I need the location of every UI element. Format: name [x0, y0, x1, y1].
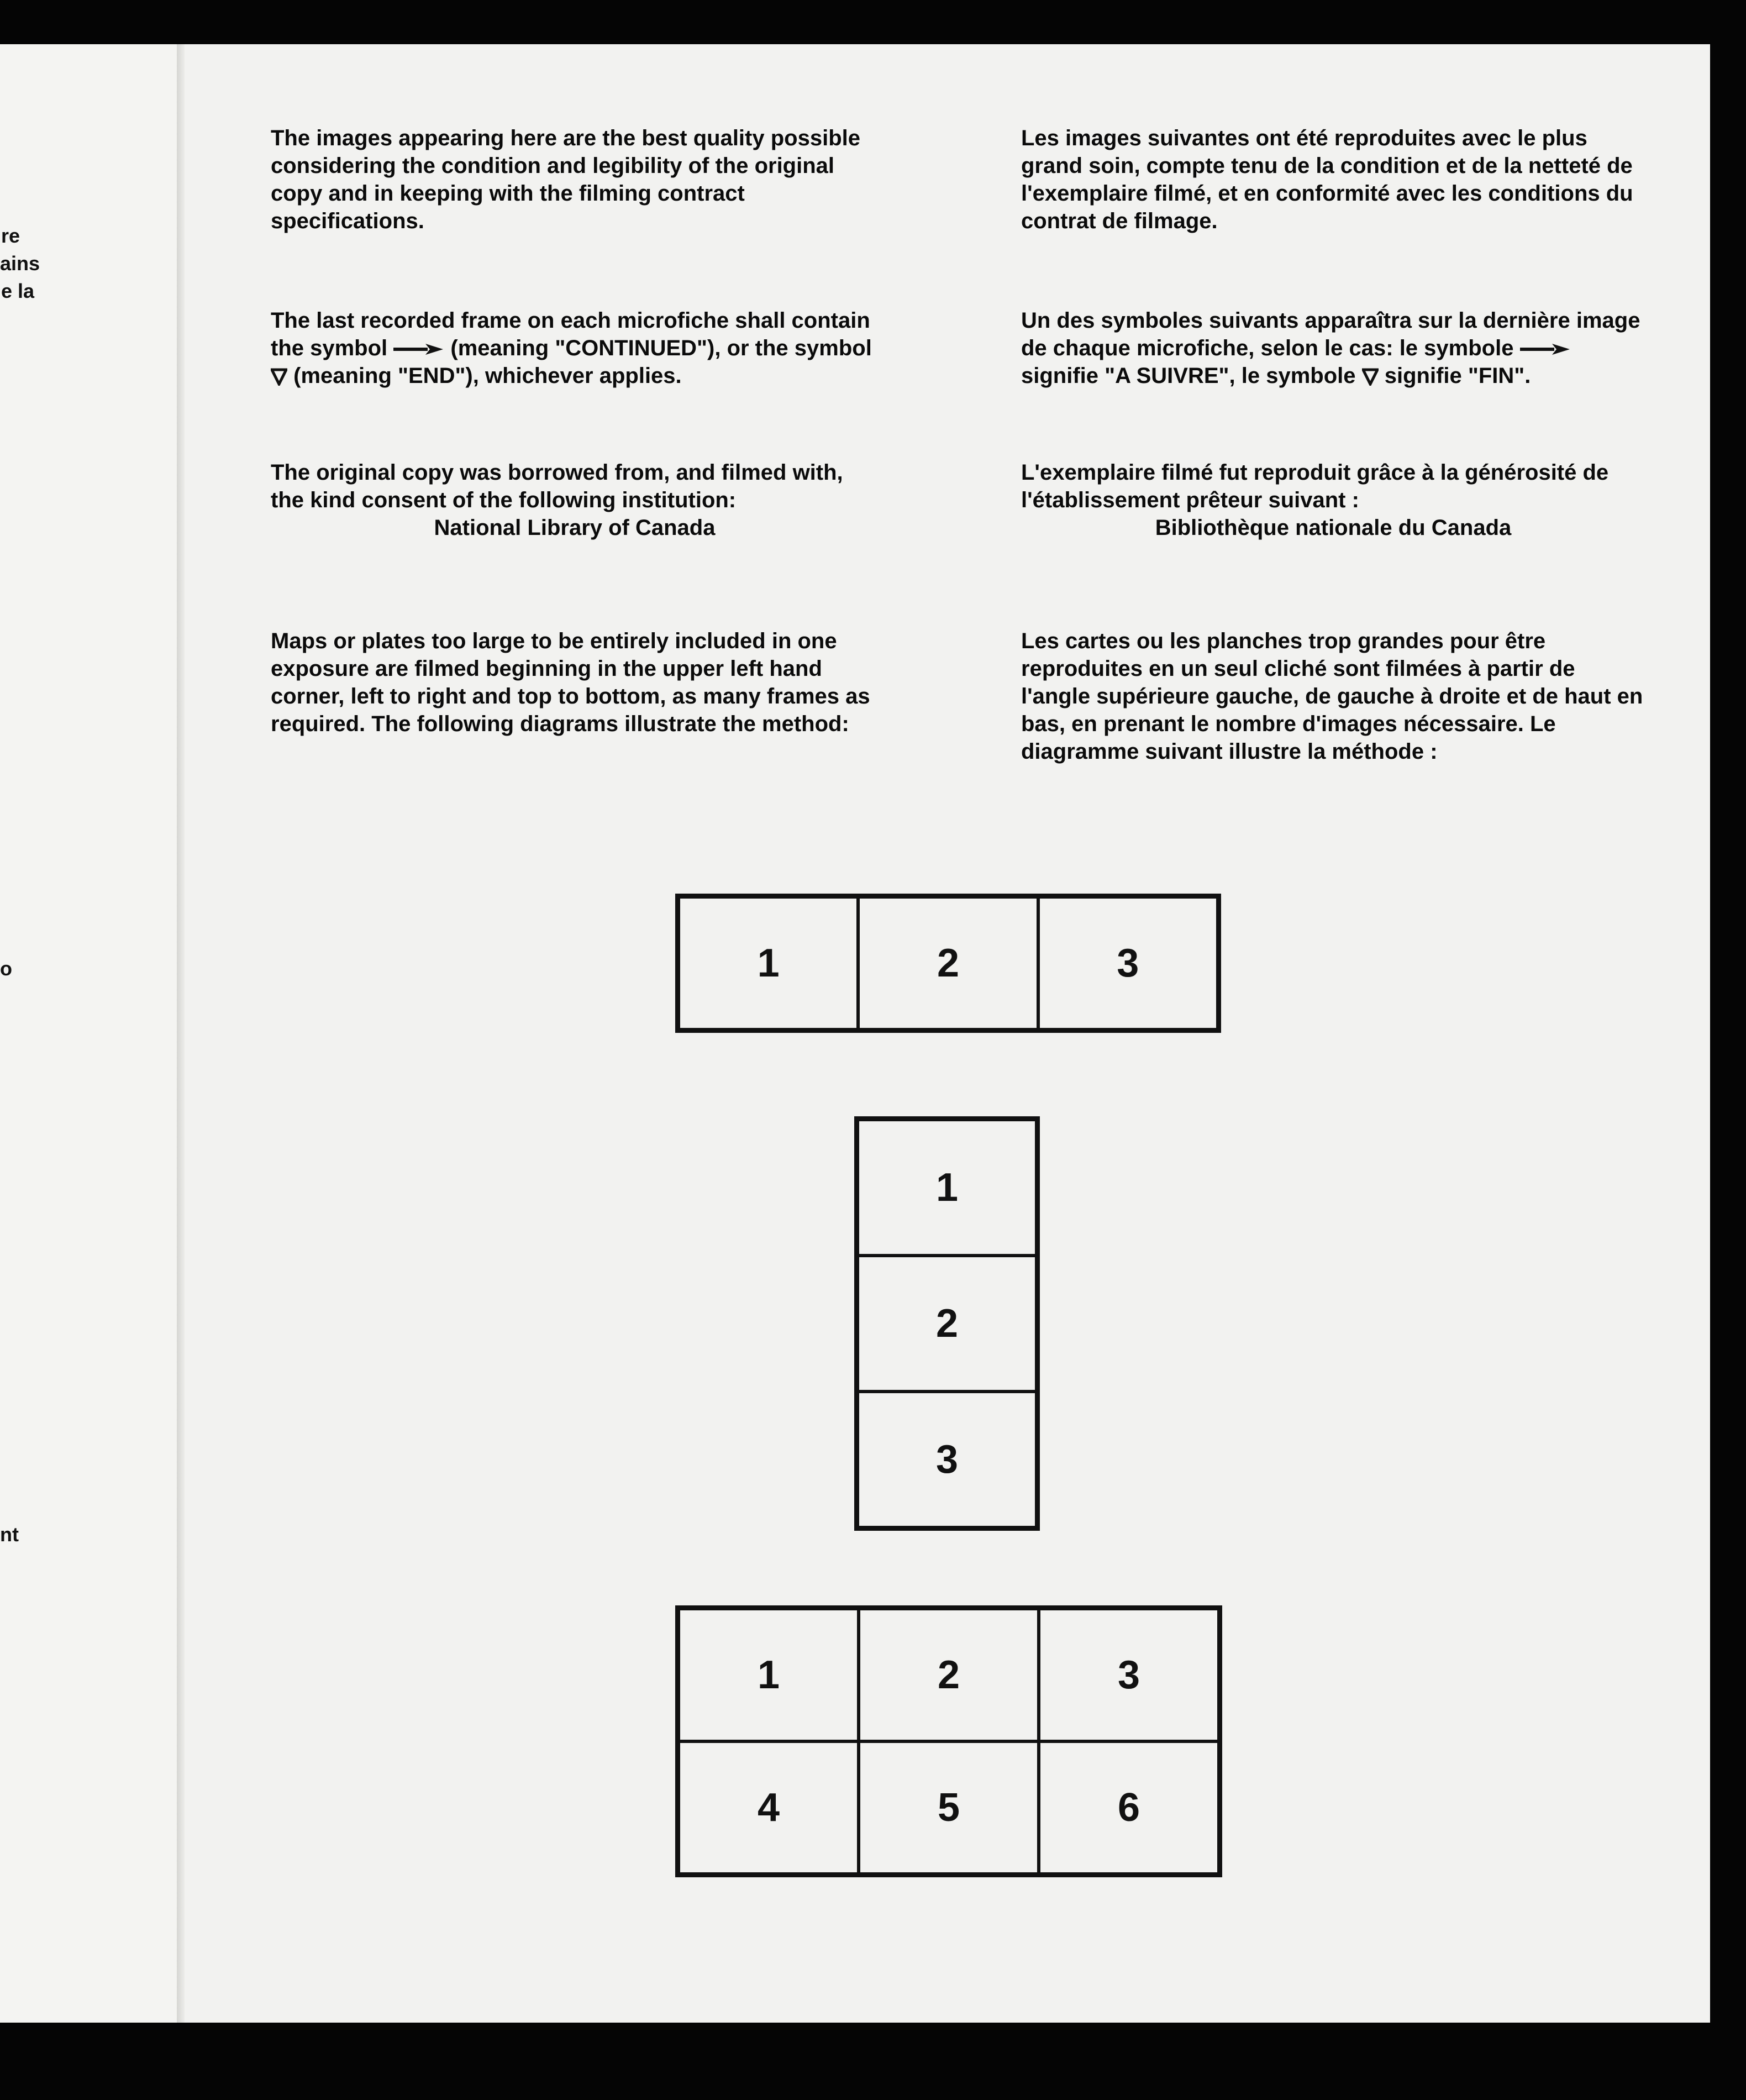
maps-notice-fr [1021, 627, 1645, 765]
frame-cell: 3 [858, 1392, 1037, 1527]
paragraph-text: Les images suivantes ont été reproduites avec le plus grand soin, compte tenu de la condition et de la netteté de l'exemplaire filmé, et en conformité avec les conditions du contrat de filmage. [1021, 126, 1633, 233]
frame-cell: 6 [1039, 1741, 1219, 1874]
diagram-grid [675, 1605, 1222, 1877]
text-segment: (meaning "CONTINUED"), or the symbol [450, 336, 872, 360]
continued-arrow-icon [393, 343, 444, 356]
end-triangle-icon [271, 368, 287, 386]
paragraph-text: L'exemplaire filmé fut reproduit grâce à la générosité de l'établissement prêteur suivant : [1021, 460, 1609, 512]
left-fragment: o [0, 957, 12, 980]
frame-cell: 2 [858, 1256, 1037, 1392]
text-segment: signifie "A SUIVRE", le symbole [1021, 364, 1356, 388]
previous-page-strip [0, 44, 177, 2023]
continued-arrow-icon [1520, 343, 1571, 356]
text-segment: The last recorded frame on each microfiche shall contain the symbol [271, 308, 870, 360]
paragraph-text: The images appearing here are the best quality possible considering the condition and legibility of the original copy and in keeping with the filming contract specifications. [271, 126, 860, 233]
institution-name: National Library of Canada [434, 516, 716, 540]
page-fold [177, 44, 185, 2023]
maps-notice-en [271, 627, 879, 738]
frame-cell: 2 [859, 1609, 1039, 1741]
frame-cell: 1 [679, 897, 858, 1030]
symbols-notice-en [271, 307, 879, 390]
paragraph-text [1021, 307, 1645, 390]
text-segment: signifie "FIN". [1384, 364, 1531, 388]
film-border-right [1710, 0, 1746, 2100]
text-segment: Un des symboles suivants apparaîtra sur la dernière image de chaque microfiche, selon le cas: le symbole [1021, 308, 1640, 360]
paragraph-text: The original copy was borrowed from, and filmed with, the kind consent of the following institution: [271, 460, 843, 512]
paragraph-text [271, 307, 879, 390]
paragraph-text: Les cartes ou les planches trop grandes pour être reproduites en un seul cliché sont filmées à partir de l'angle supérieure gauche, de gauche à droite et de haut en bas, en prenant le nombre d'images nécessaire. Le diagramme suivant illustre la méthode : [1021, 629, 1643, 764]
film-border-top [0, 0, 1746, 44]
diagram-horizontal [675, 894, 1221, 1033]
frame-cell: 3 [1039, 1609, 1219, 1741]
end-triangle-icon [1362, 368, 1379, 386]
english-column [271, 124, 879, 788]
text-segment: (meaning "END"), whichever applies. [293, 364, 682, 388]
frame-cell: 5 [859, 1741, 1039, 1874]
left-fragment: re [1, 224, 20, 247]
frame-cell: 1 [679, 1609, 859, 1741]
left-fragment: ains [0, 252, 40, 275]
french-column [1021, 124, 1645, 843]
quality-notice-en [271, 124, 879, 235]
left-fragment: e la [1, 280, 35, 302]
frame-cell: 1 [858, 1120, 1037, 1256]
institution-notice-en [271, 459, 879, 542]
institution-notice-fr [1021, 459, 1645, 542]
institution-name: Bibliothèque nationale du Canada [1155, 516, 1512, 540]
frame-cell: 2 [858, 897, 1038, 1030]
film-border-bottom [0, 2023, 1746, 2100]
symbols-notice-fr [1021, 307, 1645, 390]
frame-cell: 4 [679, 1741, 859, 1874]
paragraph-text: Maps or plates too large to be entirely included in one exposure are filmed beginning in the upper left hand corner, left to right and top to bottom, as many frames as required. The following diagrams illustrate the method: [271, 629, 870, 736]
diagram-vertical [854, 1116, 1040, 1531]
quality-notice-fr [1021, 124, 1645, 235]
left-fragment: nt [0, 1523, 19, 1546]
frame-cell: 3 [1038, 897, 1218, 1030]
